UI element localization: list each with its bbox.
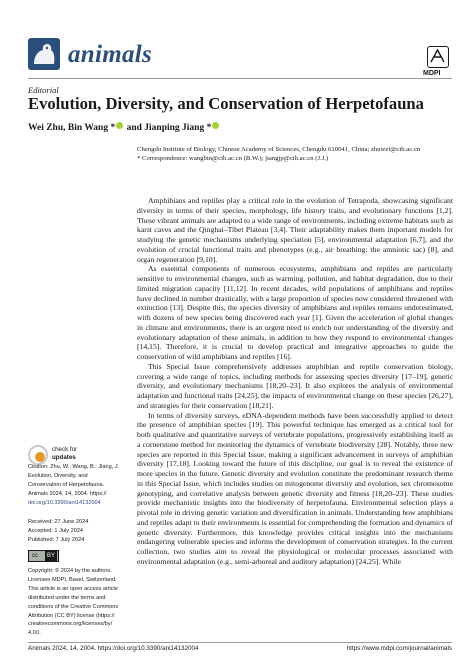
authors-suffix: and Jianping Jiang * [124, 123, 212, 133]
body-paragraph: In terms of diversity surveys, eDNA-dependent methods have been successfully applied to detect the presence of amphibian species [19]. This powerful technique has emerged as a critical tool for both qualitative and quantitative surveys of vertebrate populations, progressively establishing itself as a cornerstone method for monitoring the dynamics of vertebrate biodiversity [28]. Notably, three new species are reported in this Special Issue, making a significant advancement in surveys of amphibian diversity [17,18]. Looking toward the future of this discipline, our goal is to reveal the existence of more species in the future. Genetic diversity and evolution constitute the predominant research theme in this Special Issue, which includes studies on mitogenome diversity and evolution, sex chromosome genotyping, and correlative analysis between genetic diversity and fitness [18,20–23]. These studies provide mechanistic insights into the biodiversity of herpetofauna. Environmental selection plays a pivotal role in driving genetic variation and diversification in animals. Understanding how amphibians and reptiles adapt to their environments is essential for comprehending the formation and dynamics of genetic diversity. Furthermore, this knowledge provides critical insights into the mechanisms endangering vulnerable species and informs the development of conservation strategies. In the current collection, two studies aim to reveal the physiological or molecular processes associated with environmental adaptation (e.g., semi-arboreal and auditory adaptation) [24,25]. While [137, 410, 453, 566]
citation-block [28, 463, 132, 508]
affiliation-line: Chengdu Institute of Biology, Chinese Academy of Sciences, Chengdu 610041, China; zhuwei@cib.ac.cn [137, 146, 421, 153]
received-date: Received: 27 June 2024 [28, 519, 89, 525]
badge-label: check for updates [52, 446, 78, 461]
body-paragraph: This Special Issue comprehensively addresses amphibian and reptile conservation biology, covering a wide range of topics, including methods for assessing species diversity [17–19], genetic diversity, and evolutionary mechanisms [18,20–23]. It also explores the analysis of environmental adaptation and functional traits [24,25], the impacts of environmental change on these species [26,27], and strategies for their conservation [18,21]. [137, 361, 453, 410]
body-paragraph: As essential components of numerous ecosystems, amphibians and reptiles are particularly sensitive to environmental changes, such as warming, pollution, and habitat degradation, due to their limited migration capacity [11,12]. In recent decades, wild populations of amphibians and reptiles have declined in number drastically, with a large proportion of species now considered threatened with extinction [13]. Despite this, the species diversity of amphibians and reptiles remains underestimated, with dozens of new species being discovered each year [1]. Given the acceleration of global changes in climate and environments, there is an urgent need to enrich our understanding of the diversity and evolutionary adaptation of these animals, in addition to how they respond to environmental changes [14,15]. Therefore, it is crucial to develop practical and integrative approaches to guide the conservation of wild amphibians and reptiles [16]. [137, 264, 453, 361]
footer-divider [28, 642, 452, 643]
article-type: Editorial [28, 85, 59, 95]
author-list [28, 122, 220, 133]
mdpi-logo-icon [427, 46, 449, 68]
publication-dates [28, 518, 132, 544]
journal-name: animals [68, 41, 153, 68]
article-title: Evolution, Diversity, and Conservation of Herpetofauna [28, 94, 424, 113]
orcid-icon[interactable] [212, 122, 219, 129]
journal-header [28, 38, 448, 77]
citation-doi-link[interactable]: doi.org/10.3390/ani14132004 [28, 499, 101, 506]
publisher-name: MDPI [423, 70, 441, 77]
article-body [137, 196, 453, 567]
authors-prefix: Wei Zhu, Bin Wang * [28, 123, 116, 133]
correspondence-line: * Correspondence: wangbin@cib.ac.cn (B.W.); jiangjp@cib.ac.cn (J.J.) [137, 155, 329, 162]
footer-citation[interactable]: Animals 2024, 14, 2004. https://doi.org/10.3390/ani14132004 [28, 645, 199, 652]
header-divider [28, 78, 452, 79]
citation-line: Animals 2024, 14, 2004. https:// [28, 490, 107, 497]
published-date: Published: 7 July 2024 [28, 536, 85, 543]
animals-logo-icon [28, 38, 60, 70]
citation-line: Evolution, Diversity, and [28, 472, 88, 479]
citation-line: Citation: Zhu, W.; Wang, B.; Jiang, J. [28, 464, 120, 470]
orcid-icon[interactable] [116, 122, 123, 129]
body-paragraph: Amphibians and reptiles play a critical role in the evolution of Tetrapoda, showcasing significant diversity in terms of their species, morphology, life history traits, and evolutionary functions [1,2]. These vibrant animals are adapted to a wide range of environments, including extreme habitats such as karst caves and the Qinghai–Tibet Plateau [3,4]. Their adaptability makes them important models for studying the genetic mechanisms underlying speciation [5], environmental adaptation [6,7], and the evolution of crucial functional traits and phenotypes (e.g., air breathing; the amniotic sac) [8], and organ regeneration [9,10]. [137, 196, 453, 264]
affiliations [137, 145, 457, 163]
accepted-date: Accepted: 1 July 2024 [28, 527, 84, 534]
footer-journal-url[interactable]: https://www.mdpi.com/journal/animals [346, 645, 452, 652]
copyright-notice: Copyright: © 2024 by the authors. Licensee MDPI, Basel, Switzerland. This article is an open access article distributed under the terms and conditions of the Creative Commons Attribution (CC BY) license (https:// creativecommons.org/licenses/by/ 4.0/). [28, 568, 119, 637]
check-updates-icon [28, 445, 48, 465]
cc-license-icon[interactable]: cc BY [28, 550, 59, 562]
citation-line: Conservation of Herpetofauna. [28, 481, 105, 488]
